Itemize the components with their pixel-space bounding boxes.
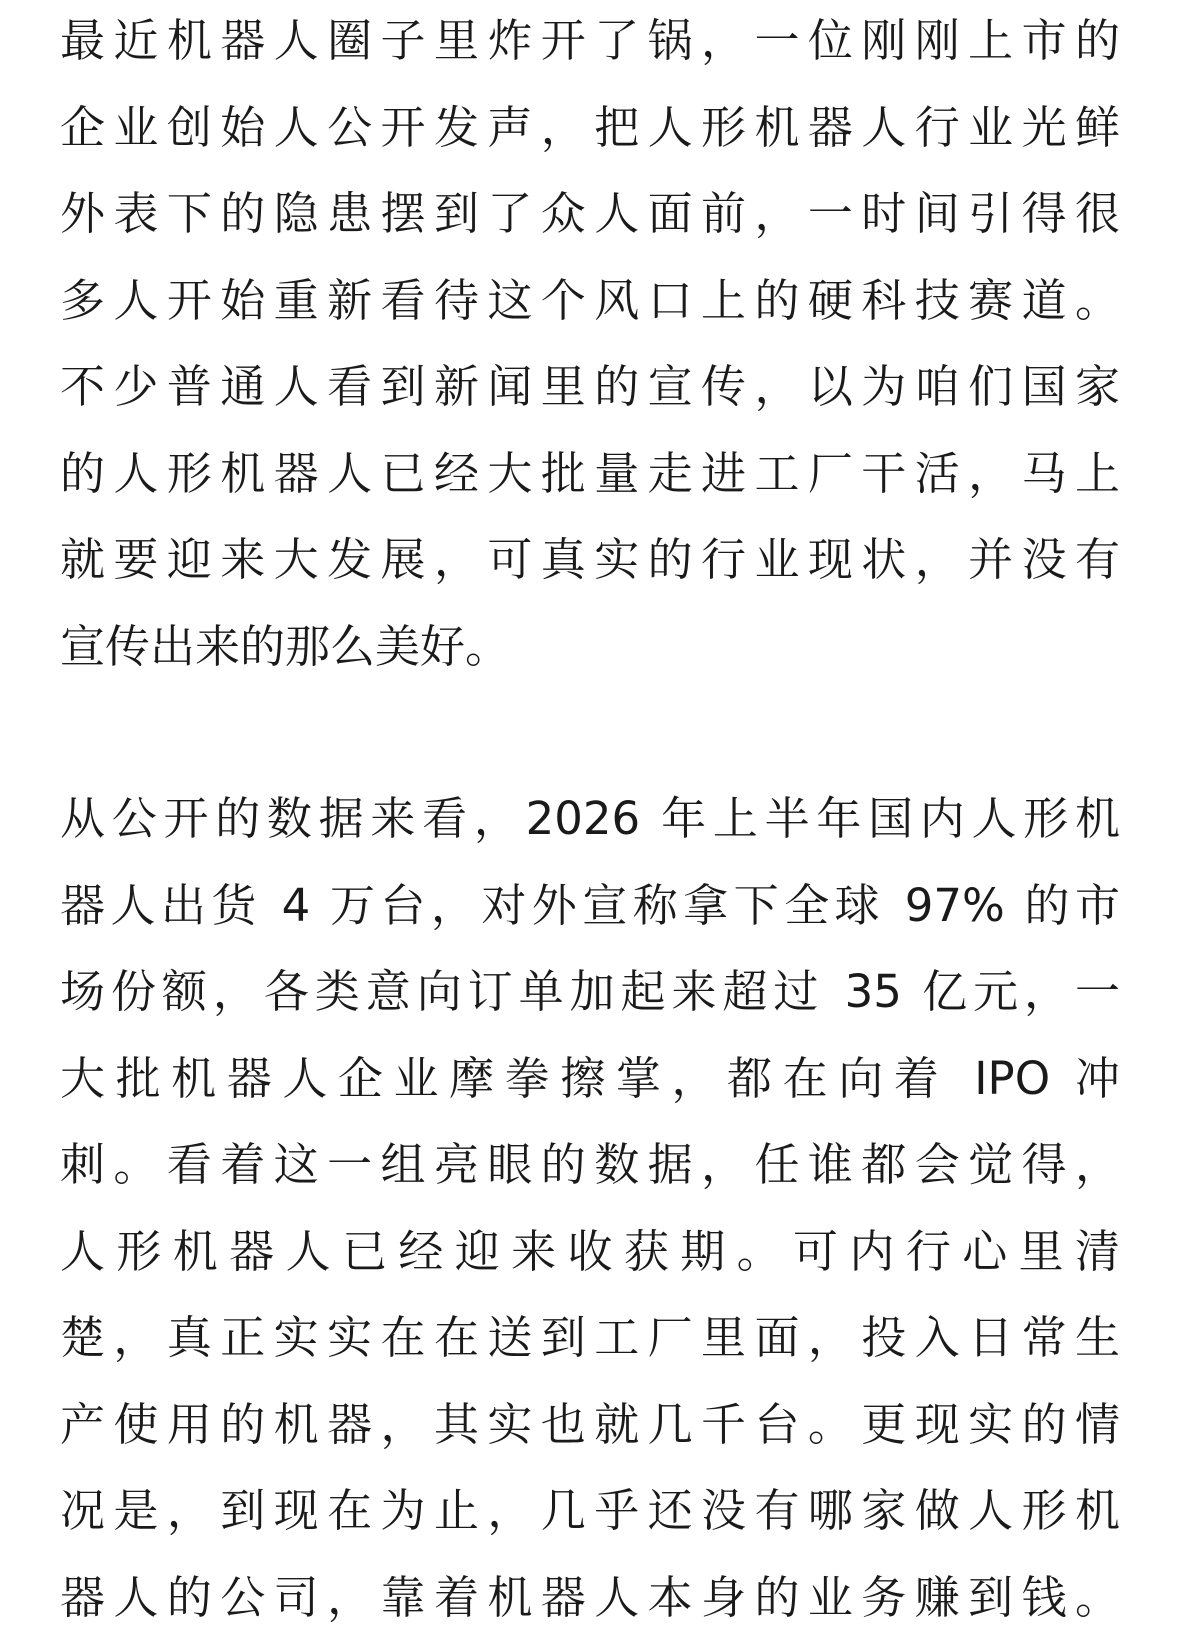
text-line: 况是，到现在为止，几乎还没有哪家做人形机 bbox=[60, 1468, 1120, 1555]
text-line: 楚，真正实实在在送到工厂里面，投入日常生 bbox=[60, 1295, 1120, 1382]
text-line: 器人的公司，靠着机器人本身的业务赚到钱。 bbox=[60, 1555, 1120, 1641]
text-line: 企业创始人公开发声，把人形机器人行业光鲜 bbox=[60, 85, 1120, 172]
text-line: 人形机器人已经迎来收获期。可内行心里清 bbox=[60, 1209, 1120, 1296]
text-line: 多人开始重新看待这个风口上的硬科技赛道。 bbox=[60, 258, 1120, 345]
article-body bbox=[60, 0, 1120, 1641]
text-line: 器人出货 4 万台，对外宣称拿下全球 97% 的市 bbox=[60, 863, 1120, 950]
text-line: 大批机器人企业摩拳擦掌，都在向着 IPO 冲 bbox=[60, 1036, 1120, 1123]
paragraph-gap bbox=[60, 690, 1120, 776]
text-line: 就要迎来大发展，可真实的行业现状，并没有 bbox=[60, 517, 1120, 604]
paragraph-2 bbox=[60, 776, 1120, 1641]
text-line: 的人形机器人已经大批量走进工厂干活，马上 bbox=[60, 431, 1120, 518]
text-line: 外表下的隐患摆到了众人面前，一时间引得很 bbox=[60, 171, 1120, 258]
text-line: 宣传出来的那么美好。 bbox=[60, 604, 1120, 691]
text-line: 不少普通人看到新闻里的宣传，以为咱们国家 bbox=[60, 344, 1120, 431]
text-line: 刺。看着这一组亮眼的数据，任谁都会觉得， bbox=[60, 1122, 1120, 1209]
text-line: 最近机器人圈子里炸开了锅，一位刚刚上市的 bbox=[60, 0, 1120, 85]
paragraph-1 bbox=[60, 0, 1120, 690]
text-line: 从公开的数据来看，2026 年上半年国内人形机 bbox=[60, 776, 1120, 863]
text-line: 产使用的机器，其实也就几千台。更现实的情 bbox=[60, 1382, 1120, 1469]
text-line: 场份额，各类意向订单加起来超过 35 亿元，一 bbox=[60, 949, 1120, 1036]
